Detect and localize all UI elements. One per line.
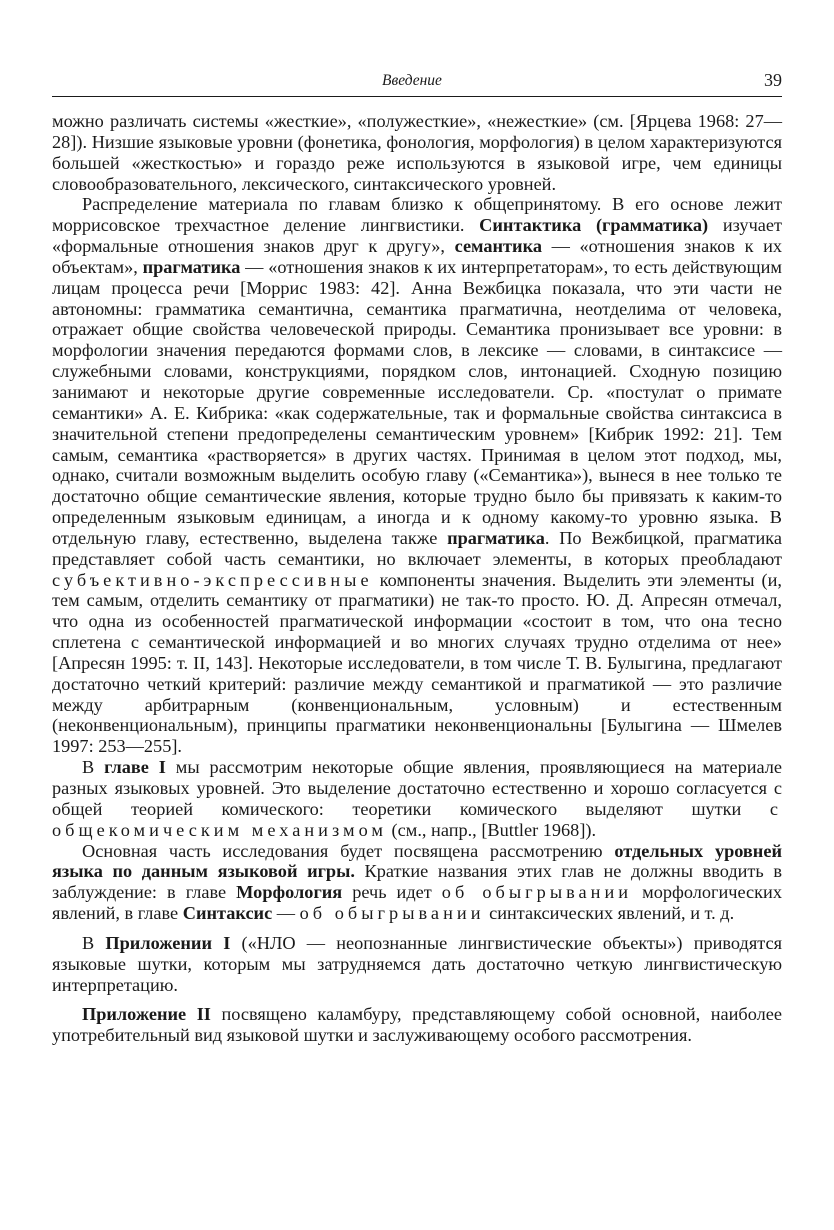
term-separate-levels: отдельных уровней языка по данным языковой игры. (52, 840, 782, 882)
text-segment: Основная часть исследования будет посвящена рассмотрению (82, 840, 615, 861)
text-segment: посвящено каламбуру, представляющему собой основной, наиболее употребительный вид языковой шутки и заслуживающему особого рассмотрения. (52, 1004, 782, 1046)
text-segment: В (82, 932, 106, 953)
text-segment: — «отношения знаков к их интерпретаторам», то есть действующим лицам процесса речи [Моррис 1983: 42]. Анна Вежбицка показала, что эти части не автономны: грамматика семантична, семантика прагматична, неотделима от человека, отражает общие свойства человеческой природы. Семантика пронизывает все уровни: в морфологии значения передаются формами слов, в лексике — словами, в синтаксисе — служебными словами, конструкциями, порядком слов, интонацией. Сходную позицию занимают и некоторые другие современные исследователи. Ср. «постулат о примате семантики» А. Е. Кибрика: «как содержательные, так и формальные свойства синтаксиса в значительной степени предопределены семантическим уровнем» [Кибрик 1992: 21]. Тем самым, семантика «растворяется» в других частях. Принимая в целом этот подход, мы, однако, считали возможным выделить особую главу («Семантика»), вынеся в нее только те достаточно общие семантические явления, которые трудно было бы привязать к каким-то определенным языковым единицам, а иногда и к одному какому-то уровню языка. В отдельную главу, естественно, выделена также (52, 256, 782, 548)
text-segment: можно различать системы «жесткие», «полужесткие», «нежесткие» (см. [Ярцева 1968: 27—28]). Низшие языковые уровни (фонетика, фонология, морфология) в целом характеризуются большей «жесткостью» и гораздо реже используются в языковой игре, чем единицы словообразовательного, лексического, синтаксического уровней. (52, 111, 782, 194)
term-syntactics: Синтактика (грамматика) (479, 215, 709, 236)
text-segment: (см., напр., [Buttler 1968]). (386, 819, 597, 840)
spaced-emphasis: с общекомическим механизмом (52, 798, 782, 840)
header-rule (52, 96, 782, 97)
term-morphology: Морфология (236, 882, 343, 903)
paragraph-6 (52, 1004, 782, 1046)
text-segment: — «отношения знаков к их объектам», (52, 236, 783, 277)
spaced-emphasis: об обыгрывании (441, 882, 633, 903)
paragraph-1 (52, 111, 782, 194)
spaced-emphasis: об обыгрывании (299, 903, 485, 924)
text-segment: изучает «формальные отношения знаков друг к другу», (52, 215, 782, 257)
text-segment: Распределение материала по главам близко к общепринятому. В его основе лежит моррисовское трехчастное деление лингвистики. (52, 194, 782, 236)
body-text (52, 111, 782, 1046)
text-segment: Краткие названия этих глав не должны вводить в заблуждение: в главе (52, 861, 782, 903)
text-segment: речь идет (342, 882, 442, 903)
term-chapter-1: главе I (104, 757, 166, 778)
term-appendix-1: Приложении I (105, 932, 231, 953)
term-pragmatics-2: прагматика (447, 527, 545, 548)
term-semantics: семантика (454, 236, 542, 257)
text-segment: мы рассмотрим некоторые общие явления, проявляющиеся на материале разных языковых уровней. Это выделение достаточно естественно и хорошо согласуется с общей теорией комического: теоретики комического выделяют шутки (52, 757, 782, 819)
running-title: Введение (382, 72, 442, 89)
text-segment: В (82, 757, 105, 778)
text-segment: . По Вежбицкой, прагматика представляет собой часть семантики, но включает элементы, в которых преобладают (52, 527, 782, 569)
paragraph-2 (52, 194, 782, 757)
text-segment: компоненты значения. Выделить эти элементы (и, тем самым, отделить семантику от прагматики) не так-то просто. Ю. Д. Апресян отмечал, что одна из особенностей прагматической информации «состоит в том, что она тесно сплетена с семантической информацией и во многих случаях трудно отделима от нее» [Апресян 1995: т. II, 143]. Некоторые исследователи, в том числе Т. В. Булыгина, предлагают достаточно четкий критерий: различие между семантикой и прагматикой — это различие между арбитрарным (конвенциональным, условным) и естественным (неконвенциональным), принципы прагматики неконвенциональны [Булыгина — Шмелев 1997: 253—255]. (52, 569, 782, 757)
page-header (52, 70, 782, 96)
paragraph-5 (52, 933, 782, 996)
page-number: 39 (764, 70, 782, 90)
text-segment: морфологических явлений, в главе (52, 882, 782, 924)
paragraph-3 (52, 757, 782, 840)
text-segment: — (272, 903, 300, 924)
text-segment: («НЛО — неопознанные лингвистические объекты») приводятся языковые шутки, которым мы затрудняемся дать достаточно четкую лингвистическую интерпретацию. (52, 932, 782, 995)
term-syntax: Синтаксис (182, 903, 273, 924)
term-pragmatics: прагматика (142, 256, 241, 277)
term-appendix-2: Приложение II (82, 1004, 211, 1025)
text-segment: синтаксических явлений, и т. д. (484, 903, 735, 924)
spaced-emphasis: субъективно-экспрессивные (52, 569, 373, 590)
paragraph-4 (52, 841, 782, 924)
